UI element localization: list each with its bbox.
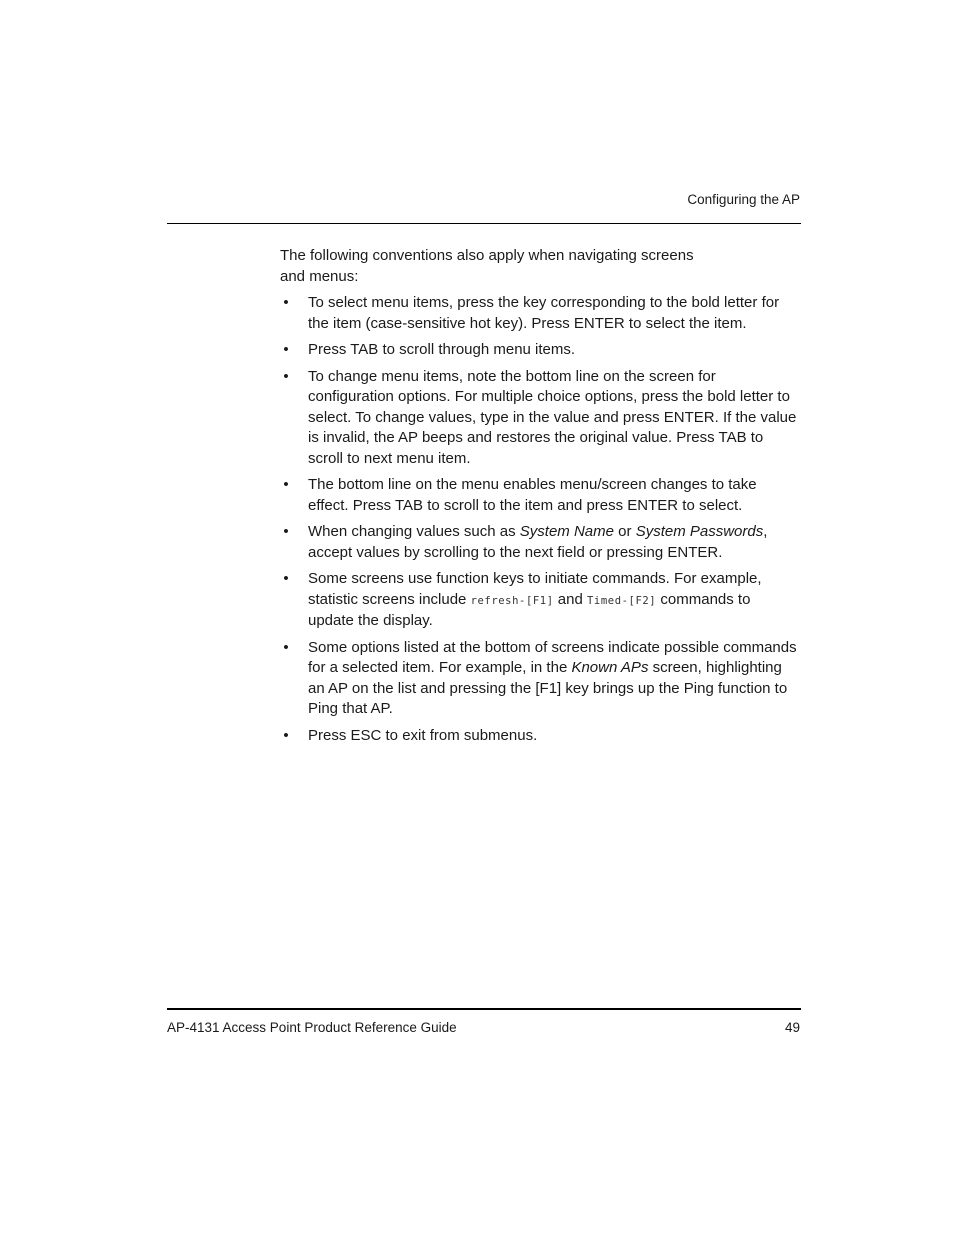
bullet-icon: •	[283, 367, 289, 385]
ui-term: System Passwords	[635, 523, 764, 540]
list-item	[280, 726, 800, 747]
ui-term: System Name	[519, 523, 614, 540]
list-item-text: Some screens use function keys to initiate commands. For example, statistic screens include refresh-[F1] and Timed-[F2] commands to update the display.	[308, 570, 762, 629]
header-rule	[167, 223, 801, 224]
command-code: refresh-[F1]	[470, 594, 554, 607]
list-item-text: Press TAB to scroll through menu items.	[308, 341, 576, 358]
bullet-icon: •	[283, 294, 289, 311]
command-code: Timed-[F2]	[587, 594, 657, 607]
bullet-icon: •	[283, 523, 289, 540]
bullet-icon: •	[283, 476, 289, 493]
list-item	[280, 340, 800, 361]
list-item	[280, 638, 800, 720]
page-content	[280, 246, 810, 752]
bullet-icon: •	[283, 570, 289, 587]
list-item-text: When changing values such as System Name or System Passwords, accept values by scrolling to the next field or pressing ENTER.	[308, 523, 768, 561]
list-item-text: To select menu items, press the key corresponding to the bold letter for the item (case-sensitive hot key). Press ENTER to select the item.	[308, 294, 780, 332]
list-item-text: The bottom line on the menu enables menu/screen changes to take effect. Press TAB to scroll to the item and press ENTER to select.	[308, 476, 757, 514]
list-item	[280, 293, 800, 334]
bullet-icon: •	[283, 726, 289, 744]
page-number: 49	[784, 1020, 800, 1035]
list-item	[280, 367, 800, 470]
list-item	[280, 569, 800, 632]
list-item	[280, 522, 800, 563]
footer-rule	[167, 1008, 801, 1010]
running-header: Configuring the AP	[687, 192, 800, 207]
footer-doc-title: AP-4131 Access Point Product Reference Guide	[167, 1020, 457, 1035]
conventions-list	[280, 293, 810, 746]
bullet-icon: •	[283, 638, 289, 656]
list-item-text: To change menu items, note the bottom line on the screen for configuration options. For multiple choice options, press the bold letter to select. To change values, type in the value and press ENTER. If the value is invalid, the AP beeps and restores the original value. Press TAB to scroll to next menu item.	[308, 367, 797, 467]
intro-paragraph: The following conventions also apply when navigating screens and menus:	[280, 247, 694, 285]
list-item	[280, 475, 800, 516]
list-item-text: Some options listed at the bottom of screens indicate possible commands for a selected item. For example, in the Known APs screen, highlighting an AP on the list and pressing the [F1] key brings up the Ping function to Ping that AP.	[308, 638, 797, 717]
bullet-icon: •	[283, 341, 289, 358]
ui-term: Known APs	[571, 659, 649, 676]
list-item-text: Press ESC to exit from submenus.	[308, 726, 538, 744]
